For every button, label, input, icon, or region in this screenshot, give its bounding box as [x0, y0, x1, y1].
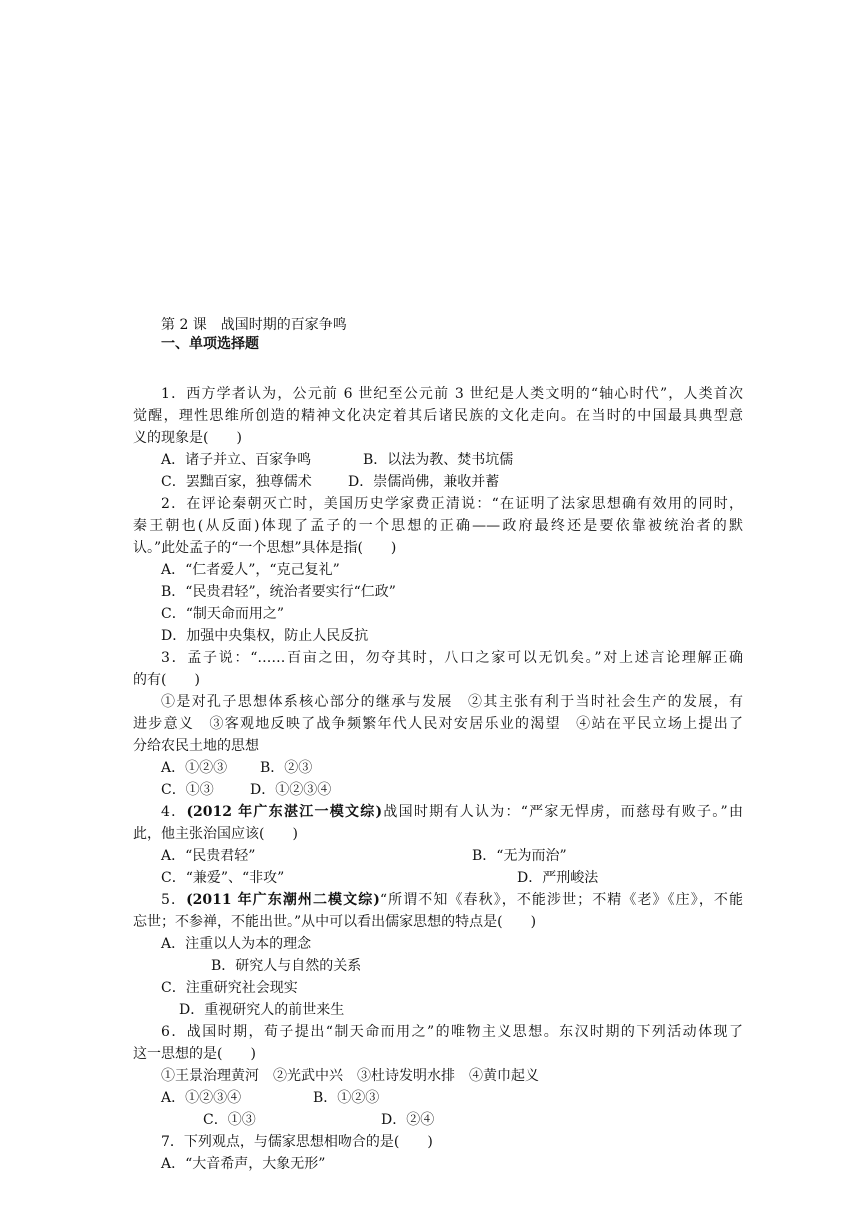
q4-source: (2012 年广东湛江一模文综) [186, 804, 383, 820]
q2-option-a: A．“仁者爱人”，“克己复礼” [161, 562, 340, 578]
q4-option-b: B．“无为而治” [472, 848, 567, 864]
q5-option-c: C．注重研究社会现实 [161, 980, 298, 996]
q2-option-c: C．“制天命而用之” [161, 606, 285, 622]
q4-option-c: C．“兼爱”、“非攻” [161, 870, 285, 886]
q5-option-d: D．重视研究人的前世来生 [179, 1002, 345, 1018]
q4-number: 4． [161, 804, 187, 820]
q7-option-a: A．“大音希声，大象无形” [161, 1156, 326, 1172]
q2-stem-line-2: 秦王朝也(从反面)体现了孟子的一个思想的正确——政府最终还是要依靠被统治者的默 [133, 518, 743, 534]
q5-number: 5． [161, 892, 187, 908]
q4-stem-text: 战国时期有人认为：“严家无悍虏，而慈母有败子。”由 [382, 804, 743, 820]
q4-option-d: D．严刑峻法 [517, 870, 599, 886]
q4-option-a: A．“民贵君轻” [161, 848, 256, 864]
q5-stem-line-2: 忘世；不参禅，不能出世。”从中可以看出儒家思想的特点是( ) [133, 914, 537, 930]
q5-option-a: A．注重以人为本的理念 [161, 936, 312, 952]
q3-stem-line-1: 3．孟子说：“……百亩之田，勿夺其时，八口之家可以无饥矣。”对上述言论理解正确 [161, 650, 743, 666]
lesson-title: 第 2 课 战国时期的百家争鸣 [161, 317, 347, 333]
q3-option-b: B．②③ [260, 760, 313, 776]
q3-option-d: D．①②③④ [250, 782, 332, 798]
q1-option-d: D．崇儒尚佛，兼收并蓄 [348, 474, 500, 490]
q6-option-b: B．①②③ [313, 1090, 380, 1106]
q4-stem-line-2: 此，他主张治国应该( ) [133, 826, 298, 842]
q1-option-c: C．罢黜百家，独尊儒术 [161, 474, 312, 490]
q6-option-a: A．①②③④ [161, 1090, 242, 1106]
q1-stem-line-1: 1．西方学者认为，公元前 6 世纪至公元前 3 世纪是人类文明的“轴心时代”，人类首次 [161, 386, 743, 402]
q3-statements-line-2: 进步意义 ③客观地反映了战争频繁年代人民对安居乐业的渴望 ④站在平民立场上提出了 [133, 716, 743, 732]
q5-stem-text: “所谓不知《春秋》，不能涉世；不精《老》《庄》，不能 [379, 892, 743, 908]
q2-stem-line-1: 2．在评论秦朝灭亡时，美国历史学家费正清说：“在证明了法家思想确有效用的同时， [161, 496, 743, 512]
q5-source: (2011 年广东潮州二模文综) [186, 892, 380, 908]
q6-stem-line-2: 这一思想的是( ) [133, 1046, 256, 1062]
q2-stem-line-3: 认。”此处孟子的“一个思想”具体是指( ) [133, 540, 397, 556]
q3-option-c: C．①③ [161, 782, 214, 798]
q6-option-d: D．②④ [381, 1112, 435, 1128]
q2-option-b: B．“民贵君轻”，统治者要实行“仁政” [161, 584, 396, 600]
q1-stem-line-2: 觉醒，理性思维所创造的精神文化决定着其后诸民族的文化走向。在当时的中国最具典型意 [133, 408, 743, 424]
section-heading: 一、单项选择题 [161, 336, 259, 352]
q6-statements: ①王景治理黄河 ②光武中兴 ③杜诗发明水排 ④黄巾起义 [161, 1068, 539, 1084]
q3-statements-line-3: 分给农民土地的思想 [133, 738, 259, 754]
q1-option-a: A．诸子并立、百家争鸣 [161, 452, 312, 468]
q3-stem-line-2: 的有( ) [133, 672, 200, 688]
q7-stem-line-1: 7．下列观点，与儒家思想相吻合的是( ) [161, 1134, 433, 1150]
q2-option-d: D．加强中央集权，防止人民反抗 [161, 628, 369, 644]
q6-stem-line-1: 6．战国时期，荀子提出“制天命而用之”的唯物主义思想。东汉时期的下列活动体现了 [161, 1024, 743, 1040]
q1-stem-line-3: 义的现象是( ) [133, 430, 242, 446]
q5-stem-line-1 [161, 889, 743, 911]
q6-option-c: C．①③ [203, 1112, 256, 1128]
q3-statements-line-1: ①是对孔子思想体系核心部分的继承与发展 ②其主张有利于当时社会生产的发展，有 [161, 694, 743, 710]
q5-option-b: B．研究人与自然的关系 [211, 958, 362, 974]
q3-option-a: A．①②③ [161, 760, 228, 776]
q1-option-b: B．以法为教、焚书坑儒 [363, 452, 514, 468]
q4-stem-line-1 [161, 801, 743, 823]
